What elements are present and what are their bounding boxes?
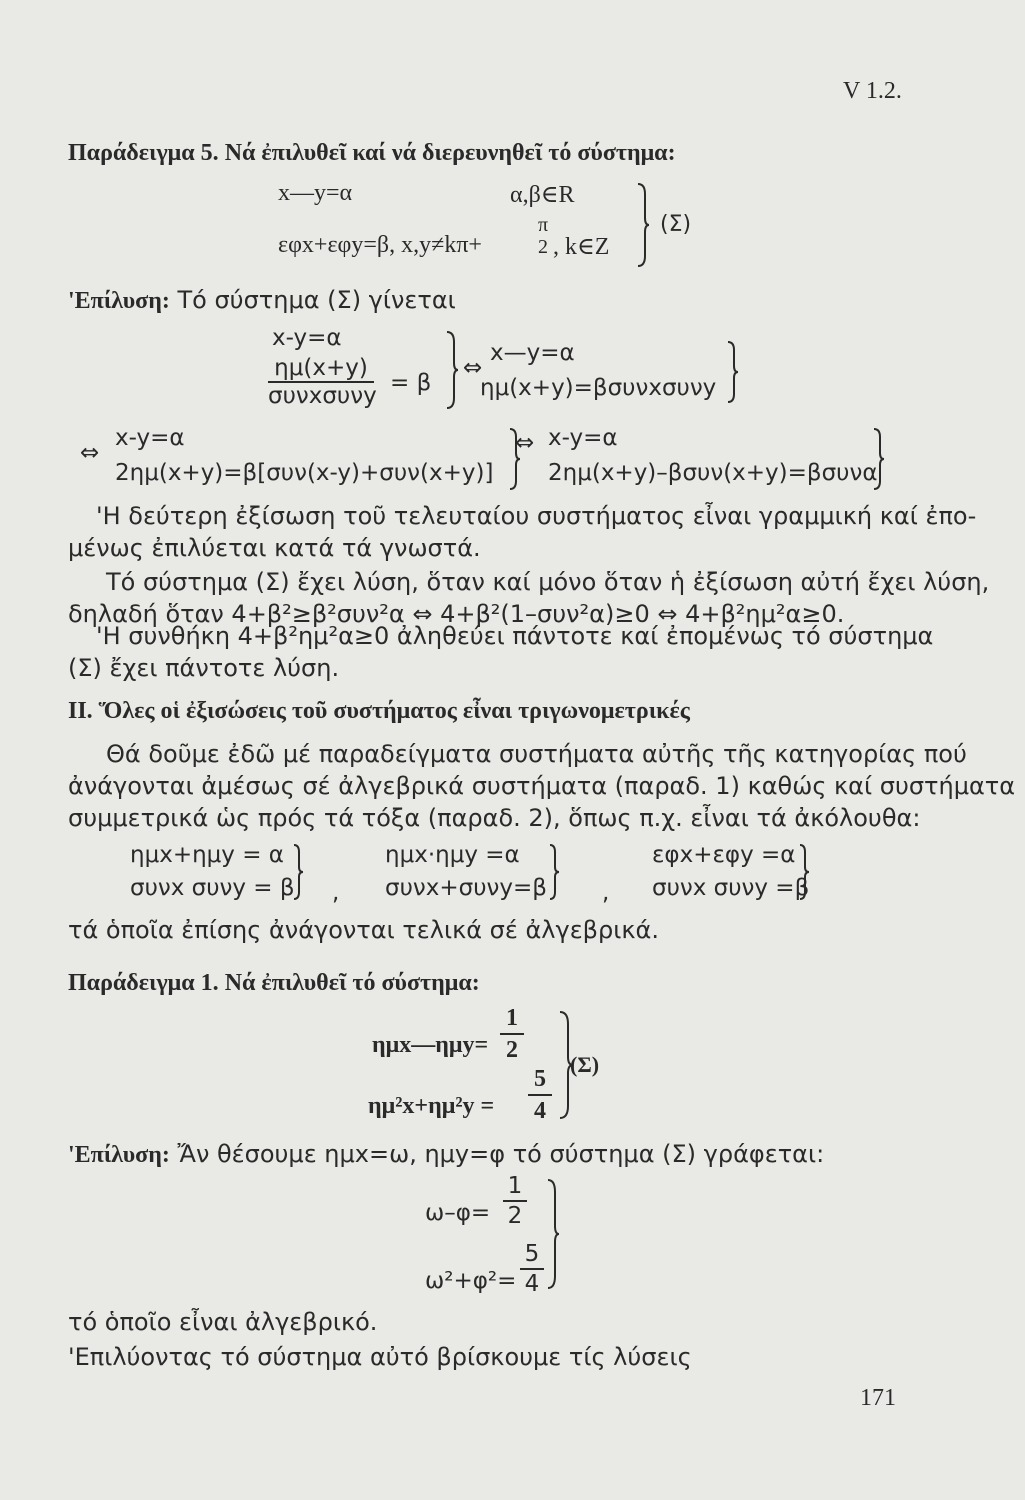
paragraph-linear bbox=[68, 500, 977, 564]
text-line: τό ὁποῖο εἶναι ἀλγεβρικό. bbox=[68, 1308, 378, 1336]
fraction-numerator: 1 bbox=[506, 1005, 518, 1031]
fraction-denominator: 2 bbox=[503, 1200, 527, 1230]
text-line: 'Η δεύτερη ἐξίσωση τοῦ τελευταίου συστήματος εἶναι γραμμική καί ἐπο- bbox=[96, 502, 977, 530]
text-line: συμμετρικά ὡς πρός τά τόξα (παραδ. 2), ὅπως π.χ. εἶναι τά ἀκόλουθα: bbox=[68, 804, 921, 832]
section-heading: II. Ὅλες οἱ ἐξισώσεις τοῦ συστήματος εἶναι τριγωνομετρικές bbox=[68, 698, 690, 724]
fraction-denominator: 4 bbox=[520, 1268, 544, 1298]
fraction-denominator: συνxσυνy bbox=[268, 383, 377, 409]
ex1-eq1: ημx—ημy= bbox=[372, 1032, 489, 1058]
solution-line bbox=[68, 286, 456, 315]
solution-text: Ἄν θέσουμε ημx=ω, ημy=φ τό σύστημα (Σ) γράφεται: bbox=[177, 1140, 825, 1168]
solution-label: 'Επίλυση: bbox=[68, 288, 170, 314]
paragraph-part2 bbox=[68, 738, 1016, 834]
fraction-numerator: 5 bbox=[534, 1066, 546, 1092]
right-brace-icon bbox=[798, 843, 810, 901]
example-1-instruction: Νά ἐπιλυθεῖ τό σύστημα: bbox=[224, 970, 480, 996]
step1-result-eq2: ημ(x+y)=βσυνxσυνy bbox=[480, 375, 717, 401]
system-label: (Σ) bbox=[570, 1052, 600, 1077]
ex1-eq2-fraction bbox=[528, 1064, 552, 1126]
ex1-eq2: ημ²x+ημ²y = bbox=[368, 1093, 495, 1119]
fraction-denominator: 2 bbox=[500, 1033, 524, 1065]
right-brace-icon bbox=[726, 340, 740, 404]
separator-comma: , bbox=[332, 880, 340, 906]
system-b-eq1: ημx·ημy =α bbox=[385, 842, 520, 868]
fraction-numerator: 1 bbox=[507, 1173, 523, 1199]
right-brace-icon bbox=[636, 182, 650, 268]
ex1-sub-eq2: ω²+φ²= bbox=[425, 1268, 517, 1294]
step1-fraction bbox=[268, 355, 377, 409]
system-eq2-tail: , k∈Z bbox=[553, 234, 610, 260]
step2-result-eq2: 2ημ(x+y)–βσυν(x+y)=βσυνα bbox=[548, 460, 878, 486]
system-eq1: x—y=α bbox=[278, 180, 353, 206]
example-5-instruction: Νά ἐπιλυθεῖ καί νά διερευνηθεῖ τό σύστημα: bbox=[224, 140, 676, 166]
system-eq1-condition: α,β∈R bbox=[510, 182, 575, 208]
step2-eq2: 2ημ(x+y)=β[συν(x-y)+συν(x+y)] bbox=[115, 460, 494, 486]
pi-over-2 bbox=[534, 214, 552, 258]
equivalence-arrow: ⇔ bbox=[80, 440, 100, 466]
ex1-sub-eq2-fraction bbox=[520, 1240, 544, 1298]
text-line: Θά δοῦμε ἐδῶ μέ παραδείγματα συστήματα αὐτῆς τῆς κατηγορίας πού bbox=[106, 740, 967, 768]
system-c-eq1: εφx+εφy =α bbox=[652, 842, 796, 868]
fraction-denominator: 2 bbox=[538, 236, 548, 258]
text-line: 'Η συνθήκη 4+β²ημ²α≥0 ἀληθεύει πάντοτε καί ἐπομένως τό σύστημα bbox=[96, 622, 934, 650]
right-brace-icon bbox=[872, 427, 886, 491]
section-number: V 1.2. bbox=[843, 78, 902, 104]
equivalence-arrow: ⇔ bbox=[515, 430, 535, 456]
example-5-label: Παράδειγμα 5. bbox=[68, 140, 219, 166]
step1-eq1: x-y=α bbox=[272, 325, 342, 351]
system-label: (Σ) bbox=[660, 212, 692, 237]
fraction-denominator: 4 bbox=[528, 1094, 552, 1126]
example-1-title bbox=[68, 970, 480, 997]
right-brace-icon bbox=[292, 843, 304, 901]
right-brace-icon bbox=[546, 1178, 560, 1290]
step2-eq1: x-y=α bbox=[115, 425, 185, 451]
text-line: μένως ἐπιλύεται κατά τά γνωστά. bbox=[68, 534, 481, 562]
separator-comma: , bbox=[602, 880, 610, 906]
step1-equals-beta: = β bbox=[390, 370, 432, 396]
text-line: δηλαδή ὅταν 4+β²≥β²συν²α ⇔ 4+β²(1–συν²α)≥0 ⇔ 4+β²ημ²α≥0. bbox=[68, 600, 845, 628]
solution-label: 'Επίλυση: bbox=[68, 1142, 170, 1168]
system-a-eq1: ημx+ημy = α bbox=[130, 842, 284, 868]
system-b-eq2: συνx+συνy=β bbox=[385, 875, 547, 901]
system-eq2: εφx+εφy=β, x,y≠kπ+ bbox=[278, 232, 482, 258]
text-line: 'Επιλύοντας τό σύστημα αὐτό βρίσκουμε τίς λύσεις bbox=[68, 1343, 692, 1371]
solution-line bbox=[68, 1140, 824, 1169]
text-line: ἀνάγονται ἀμέσως σέ ἀλγεβρικά συστήματα (παραδ. 1) καθώς καί συστήματα bbox=[68, 772, 1016, 800]
paragraph-always-solvable bbox=[68, 620, 934, 684]
text-line: (Σ) ἔχει πάντοτε λύση. bbox=[68, 654, 340, 682]
right-brace-icon bbox=[445, 330, 459, 410]
fraction-numerator: 5 bbox=[524, 1241, 540, 1267]
system-c-eq2: συνx συνy =β bbox=[652, 875, 810, 901]
fraction-numerator: ημ(x+y) bbox=[274, 355, 368, 381]
text-line: Τό σύστημα (Σ) ἔχει λύση, ὅταν καί μόνο ὅταν ἡ ἐξίσωση αὐτή ἔχει λύση, bbox=[106, 568, 990, 596]
ex1-sub-eq1: ω–φ= bbox=[425, 1200, 491, 1226]
ex1-sub-eq1-fraction bbox=[503, 1172, 527, 1230]
solution-text: Τό σύστημα (Σ) γίνεται bbox=[177, 286, 456, 314]
step2-result-eq1: x-y=α bbox=[548, 425, 618, 451]
equivalence-arrow: ⇔ bbox=[463, 355, 483, 381]
right-brace-icon bbox=[548, 843, 560, 901]
fraction-numerator: π bbox=[537, 214, 549, 236]
paragraph-reduction: τά ὁποῖα ἐπίσης ἀνάγονται τελικά σέ ἀλγεβρικά. bbox=[68, 916, 659, 944]
example-5-title bbox=[68, 140, 676, 167]
system-a-eq2: συνx συνy = β bbox=[130, 875, 295, 901]
step1-result-eq1: x—y=α bbox=[490, 340, 575, 366]
page-number: 171 bbox=[860, 1385, 896, 1411]
ex1-eq1-fraction bbox=[500, 1003, 524, 1065]
example-1-label: Παράδειγμα 1. bbox=[68, 970, 219, 996]
